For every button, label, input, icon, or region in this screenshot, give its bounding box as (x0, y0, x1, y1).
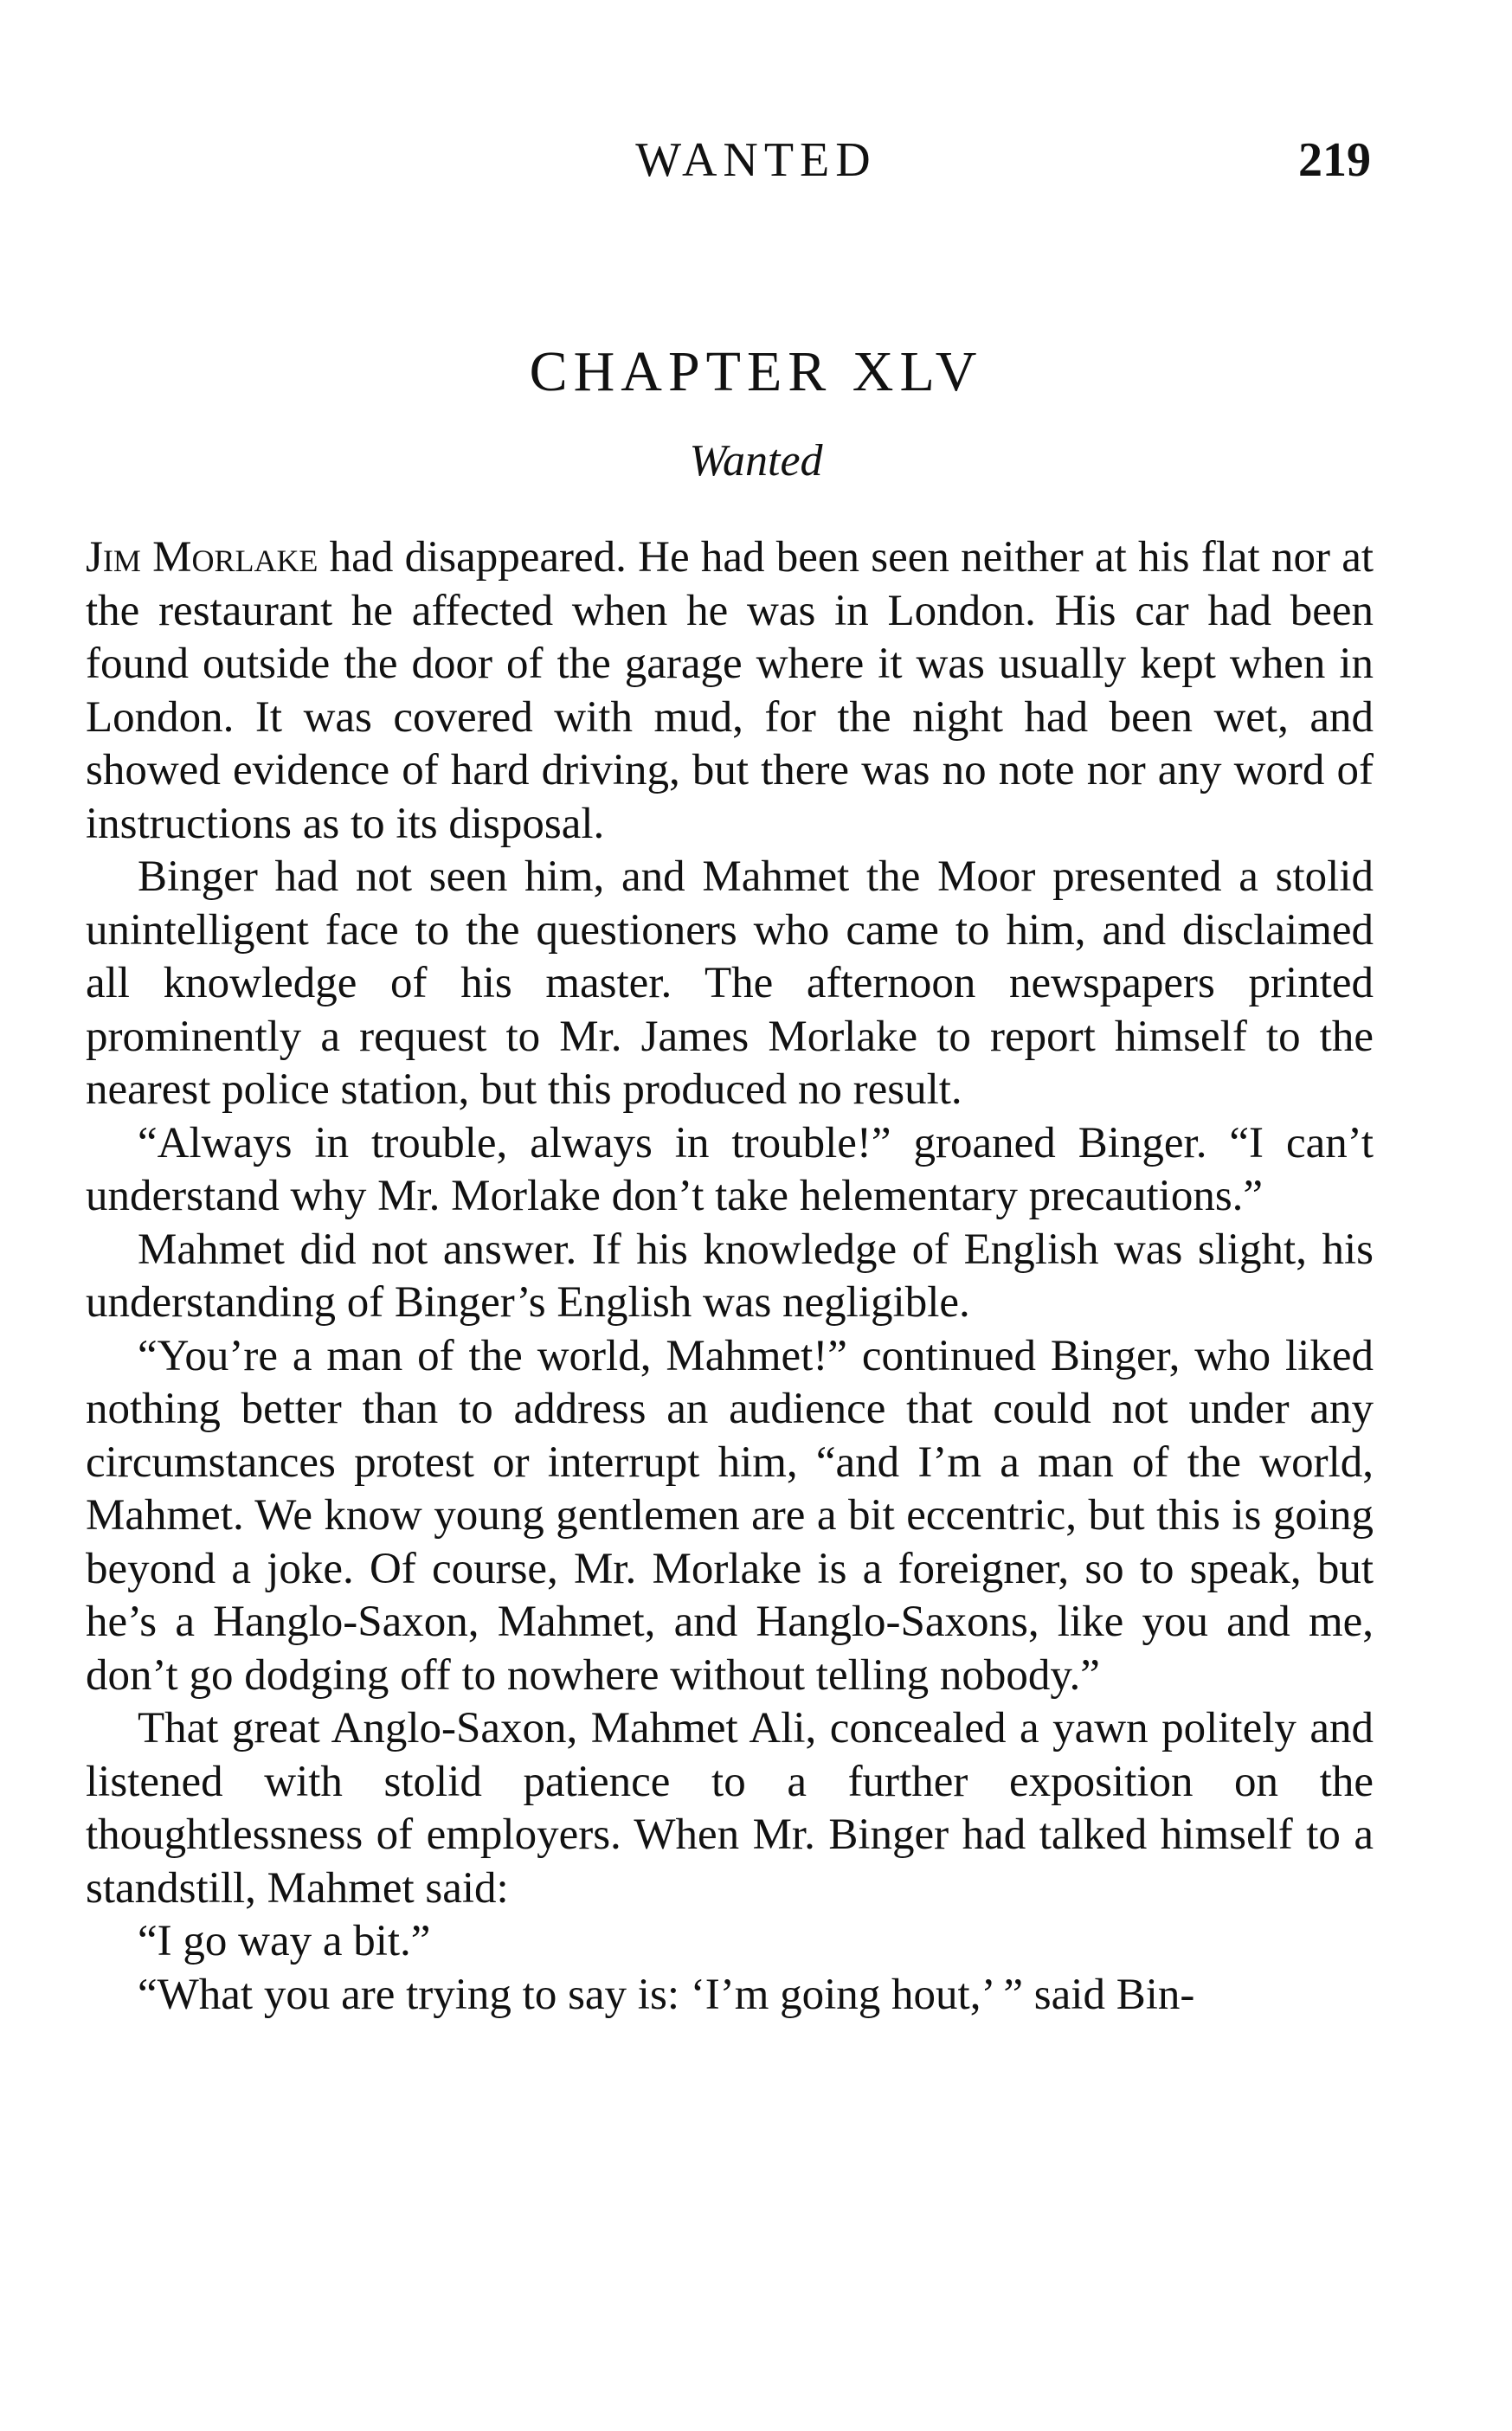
paragraph: “I go way a bit.” (138, 1917, 431, 1965)
paragraph: “You’re a man of the world, Mahmet!” continued Binger, who liked nothing better than to address an audience that could not under any circumstances protest or interrupt him, “and I’m a man of the world, Mahmet. We know young gentlemen are a bit eccentric, but this is going beyond a joke. Of course, Mr. Morlake is a foreigner, so to speak, but he’s a Hanglo-Saxon, Mahmet, and Hanglo-Saxons, like you and me, don’t go dodging off to nowhere without telling nobody.” (86, 1331, 1374, 1700)
body-text (86, 531, 1374, 2022)
paragraph: Mahmet did not answer. If his knowledge of English was slight, his understanding of Binger’s English was negligible. (86, 1225, 1374, 1327)
paragraph-text: had disappeared. He had been seen neither at his flat nor at the restaurant he affected when he was in London. His car had been found outside the door of the garage where it was usually kept when in London. It was covered with mud, for the night had been wet, and showed evidence of hard driving, but there was no note nor any word of instructions as to its disposal. (86, 533, 1374, 848)
paragraph (86, 531, 1374, 851)
paragraph: That great Anglo-Saxon, Mahmet Ali, concealed a yawn politely and listened with stolid patience to a further exposition on the thoughtlessness of employers. When Mr. Binger had talked himself to a standstill, Mahmet said: (86, 1704, 1374, 1913)
paragraph: “Always in trouble, always in trouble!” groaned Binger. “I can’t understand why Mr. Morlake don’t take helementary precautions.” (86, 1118, 1374, 1220)
page-number: 219 (1298, 133, 1371, 187)
chapter-subtitle: Wanted (689, 436, 823, 486)
lead-words: Jim Morlake (86, 533, 318, 582)
running-title: WANTED (635, 133, 877, 187)
paragraph: “What you are trying to say is: ‘I’m going hout,’ ” said Bin- (138, 1970, 1195, 2019)
chapter-title: CHAPTER XLV (529, 340, 983, 403)
running-head (0, 130, 1512, 190)
paragraph: Binger had not seen him, and Mahmet the Moor presented a stolid unintelligent face to the questioners who came to him, and disclaimed all knowledge of his master. The afternoon newspapers printed prominently a request to Mr. James Morlake to report himself to the nearest police station, but this produced no result. (86, 852, 1374, 1114)
